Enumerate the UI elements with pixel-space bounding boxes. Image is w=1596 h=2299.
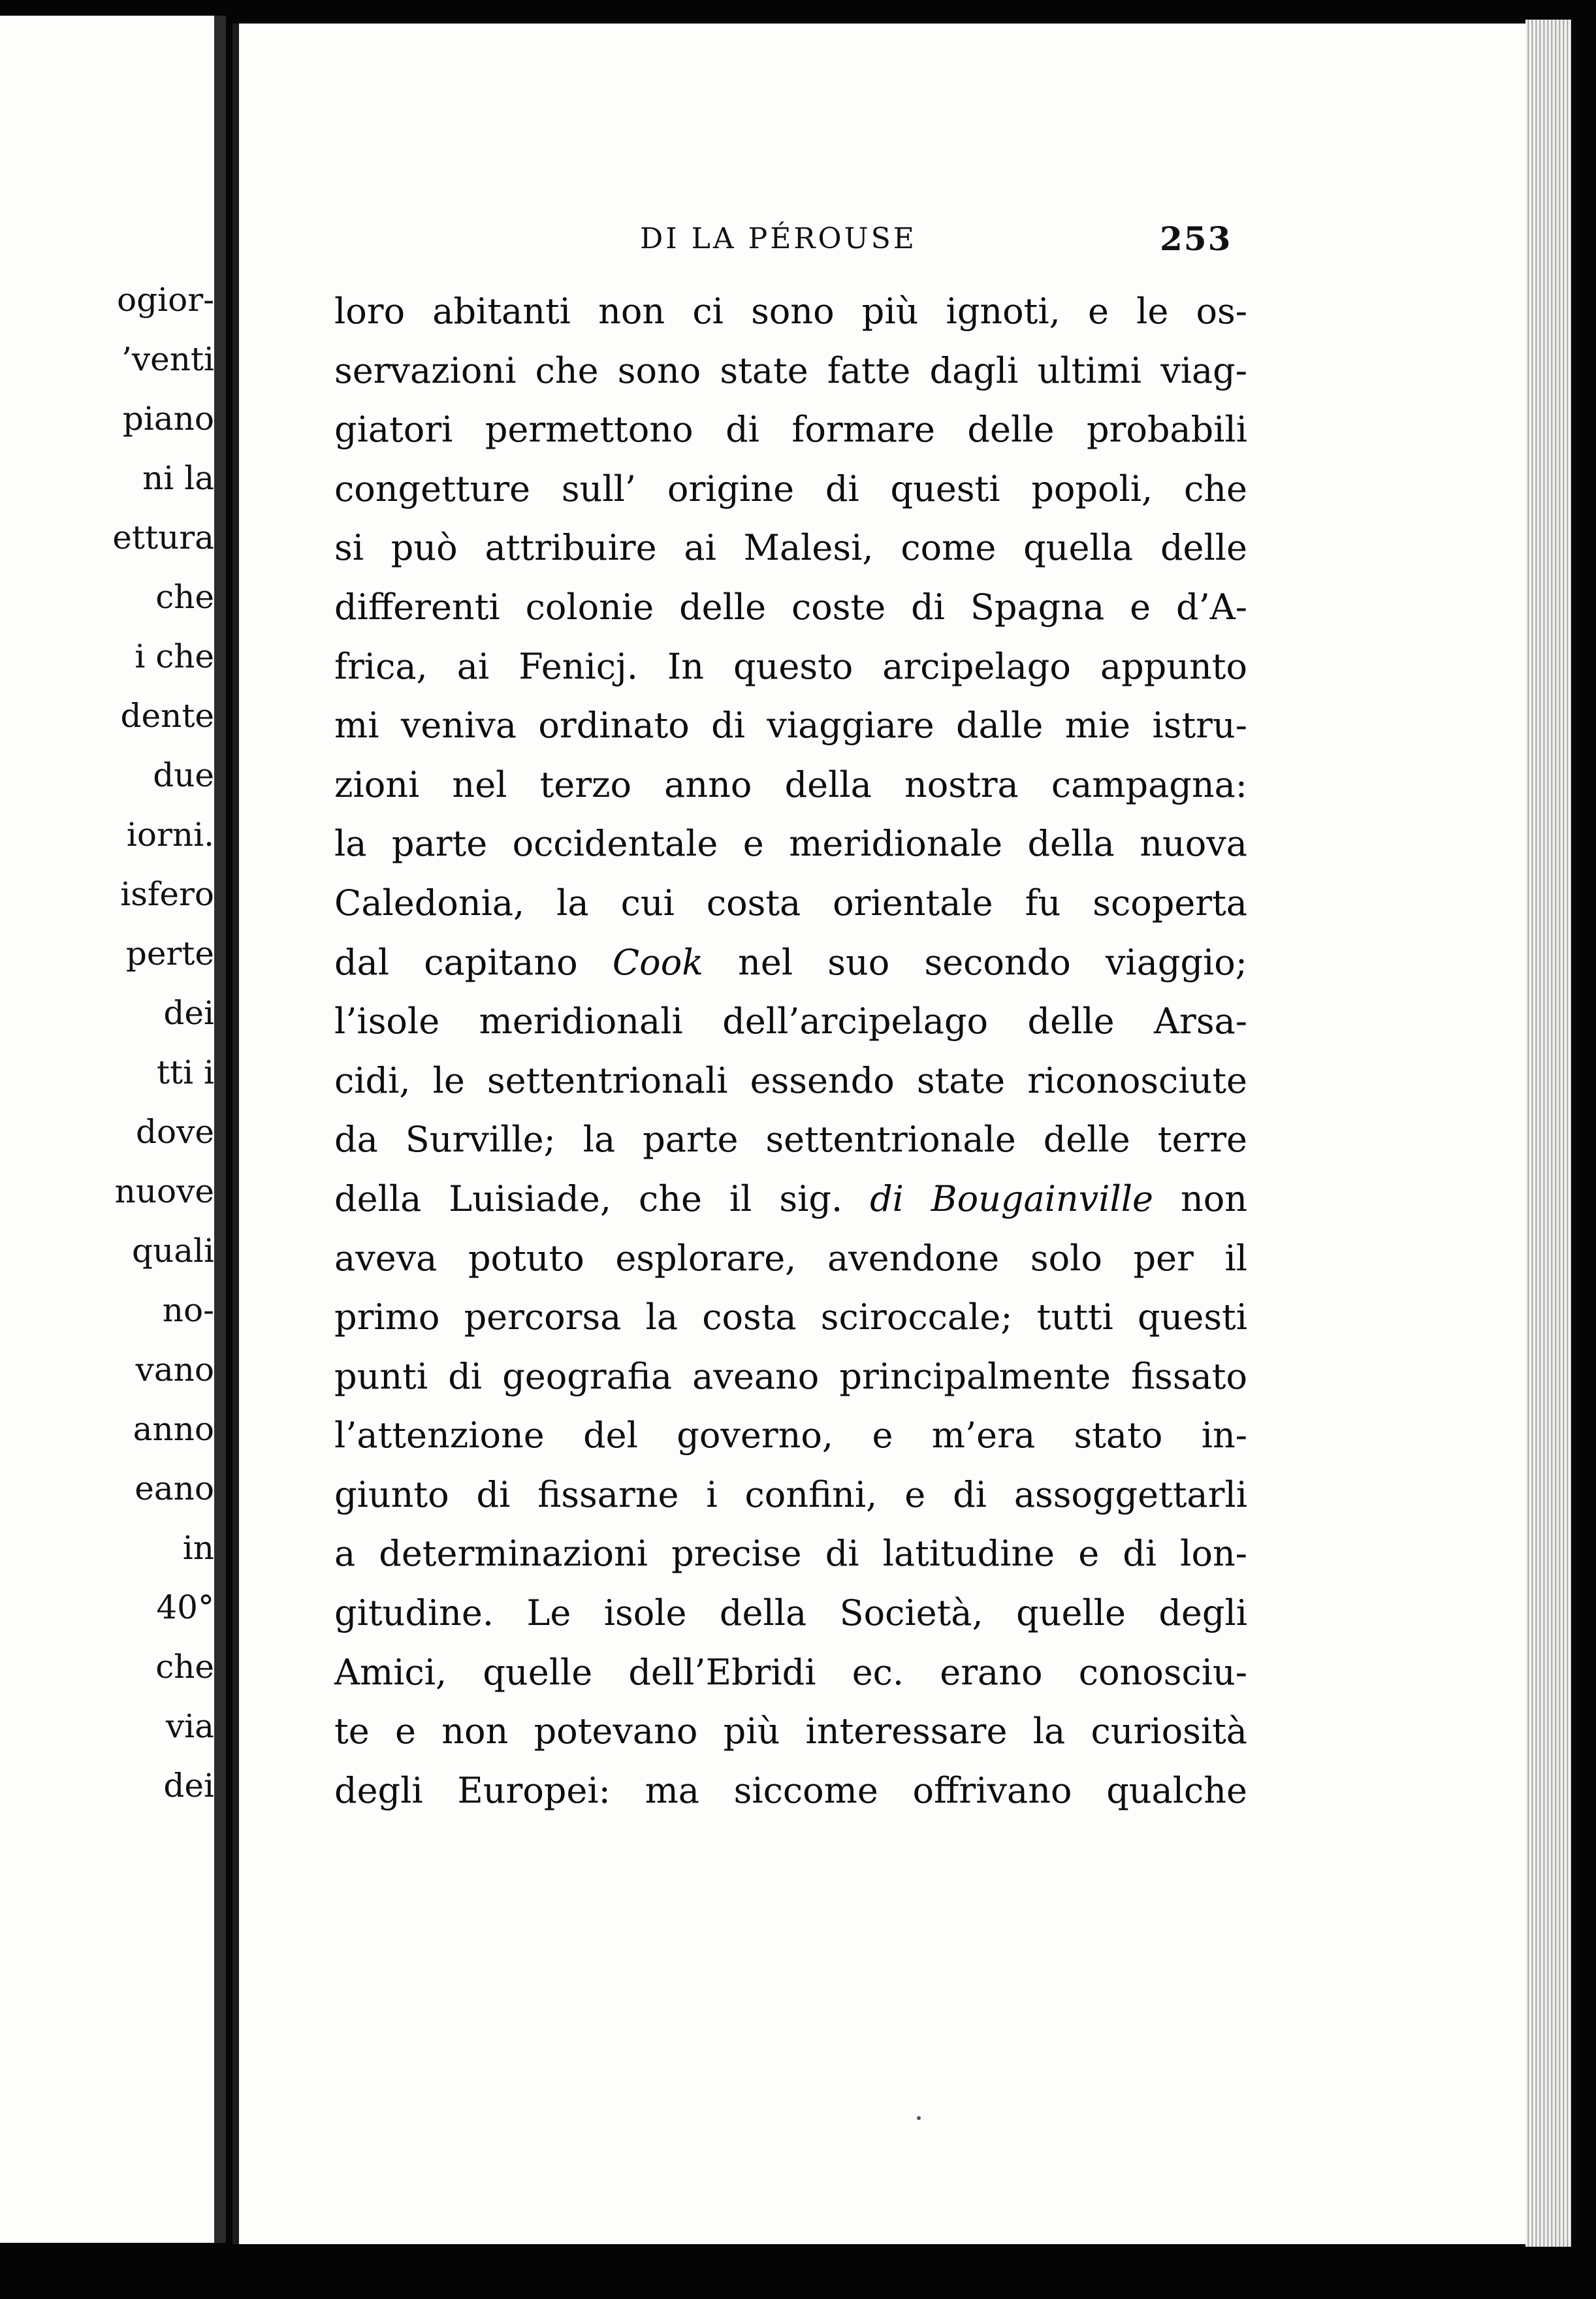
text-line: congetture sull’ origine di questi popoli, che	[334, 468, 1247, 509]
body-text	[334, 282, 1247, 1820]
text-line: punti di geografia aveano principalmente fissato	[334, 1355, 1247, 1397]
left-fragment-line: in	[182, 1529, 214, 1567]
left-fragment-line: perte	[125, 935, 214, 973]
left-fragment-line: isfero	[120, 875, 214, 913]
left-fragment-line: tti i	[156, 1053, 214, 1091]
text-line: servazioni che sono state fatte dagli ultimi viag-	[334, 349, 1247, 391]
left-fragment-line: ogior-	[117, 281, 214, 319]
left-fragment-line: dei	[163, 994, 214, 1032]
text-line: l’attenzione del governo, e m’era stato in-	[334, 1415, 1247, 1456]
text-line: dal capitano Cook nel suo secondo viaggio;	[334, 941, 1248, 983]
left-fragment-line: dei	[163, 1767, 214, 1805]
left-page	[0, 16, 226, 2243]
text-line: Caledonia, la cui costa orientale fu scoperta	[334, 882, 1247, 924]
text-line: giatori permettono di formare delle probabili	[334, 409, 1247, 451]
left-fragment-line: no-	[162, 1291, 214, 1329]
left-fragment-line: due	[153, 756, 214, 794]
left-fragment-line: via	[165, 1707, 214, 1745]
left-fragment-line: che	[155, 1648, 214, 1686]
text-line: frica, ai Fenicj. In questo arcipelago appunto	[334, 645, 1247, 687]
left-fragment-line: quali	[131, 1232, 214, 1270]
running-head: DI LA PÉROUSE	[640, 222, 917, 255]
ink-speck	[917, 2116, 921, 2120]
text-line: la parte occidentale e meridionale della nuova	[334, 823, 1247, 865]
text-line: primo percorsa la costa sciroccale; tutti questi	[334, 1296, 1247, 1338]
left-fragment-line: che	[155, 578, 214, 616]
text-line: te e non potevano più interessare la curiosità	[334, 1711, 1247, 1752]
text-line: si può attribuire ai Malesi, come quella delle	[334, 527, 1247, 569]
text-line: da Surville; la parte settentrionale delle terre	[334, 1119, 1247, 1161]
left-fragment-line: ettura	[112, 519, 214, 556]
page-edge	[1525, 20, 1571, 2247]
text-line: cidi, le settentrionali essendo state riconosciute	[334, 1059, 1247, 1101]
text-line: giunto di fissarne i confini, e di assoggettarli	[334, 1473, 1247, 1515]
left-fragment-line: vano	[135, 1351, 214, 1389]
left-fragment-line: iorni.	[126, 816, 214, 854]
left-fragment-line: ’venti	[121, 340, 214, 378]
text-line: a determinazioni precise di latitudine e di lon-	[334, 1533, 1247, 1575]
left-fragment-line: 40°	[156, 1588, 214, 1626]
text-line: differenti colonie delle coste di Spagna e d’A-	[334, 586, 1247, 628]
text-line: loro abitanti non ci sono più ignoti, e le os-	[334, 291, 1247, 332]
left-fragment-line: dente	[120, 697, 214, 735]
left-fragment-line: i che	[135, 637, 214, 675]
text-line: gitudine. Le isole della Società, quelle degli	[334, 1592, 1247, 1634]
left-fragment-line: nuove	[114, 1172, 214, 1210]
page-number: 253	[1160, 219, 1232, 258]
left-page-fragments	[38, 270, 214, 1816]
left-fragment-line: eano	[135, 1470, 214, 1507]
left-fragment-line: ni la	[142, 459, 214, 497]
text-line: l’isole meridionali dell’arcipelago delle Arsa-	[334, 1001, 1247, 1042]
text-line: Amici, quelle dell’Ebridi ec. erano conosciu-	[334, 1651, 1247, 1693]
text-line: aveva potuto esplorare, avendone solo per il	[334, 1237, 1247, 1279]
left-fragment-line: piano	[122, 400, 214, 438]
text-line: mi veniva ordinato di viaggiare dalle mie istru-	[334, 705, 1247, 747]
left-fragment-line: anno	[133, 1410, 214, 1448]
left-fragment-line: dove	[136, 1113, 214, 1151]
text-line: della Luisiade, che il sig. di Bougainville non	[334, 1178, 1248, 1219]
text-line: degli Europei: ma siccome offrivano qualche	[334, 1769, 1247, 1811]
text-line: zioni nel terzo anno della nostra campagna:	[334, 764, 1247, 805]
